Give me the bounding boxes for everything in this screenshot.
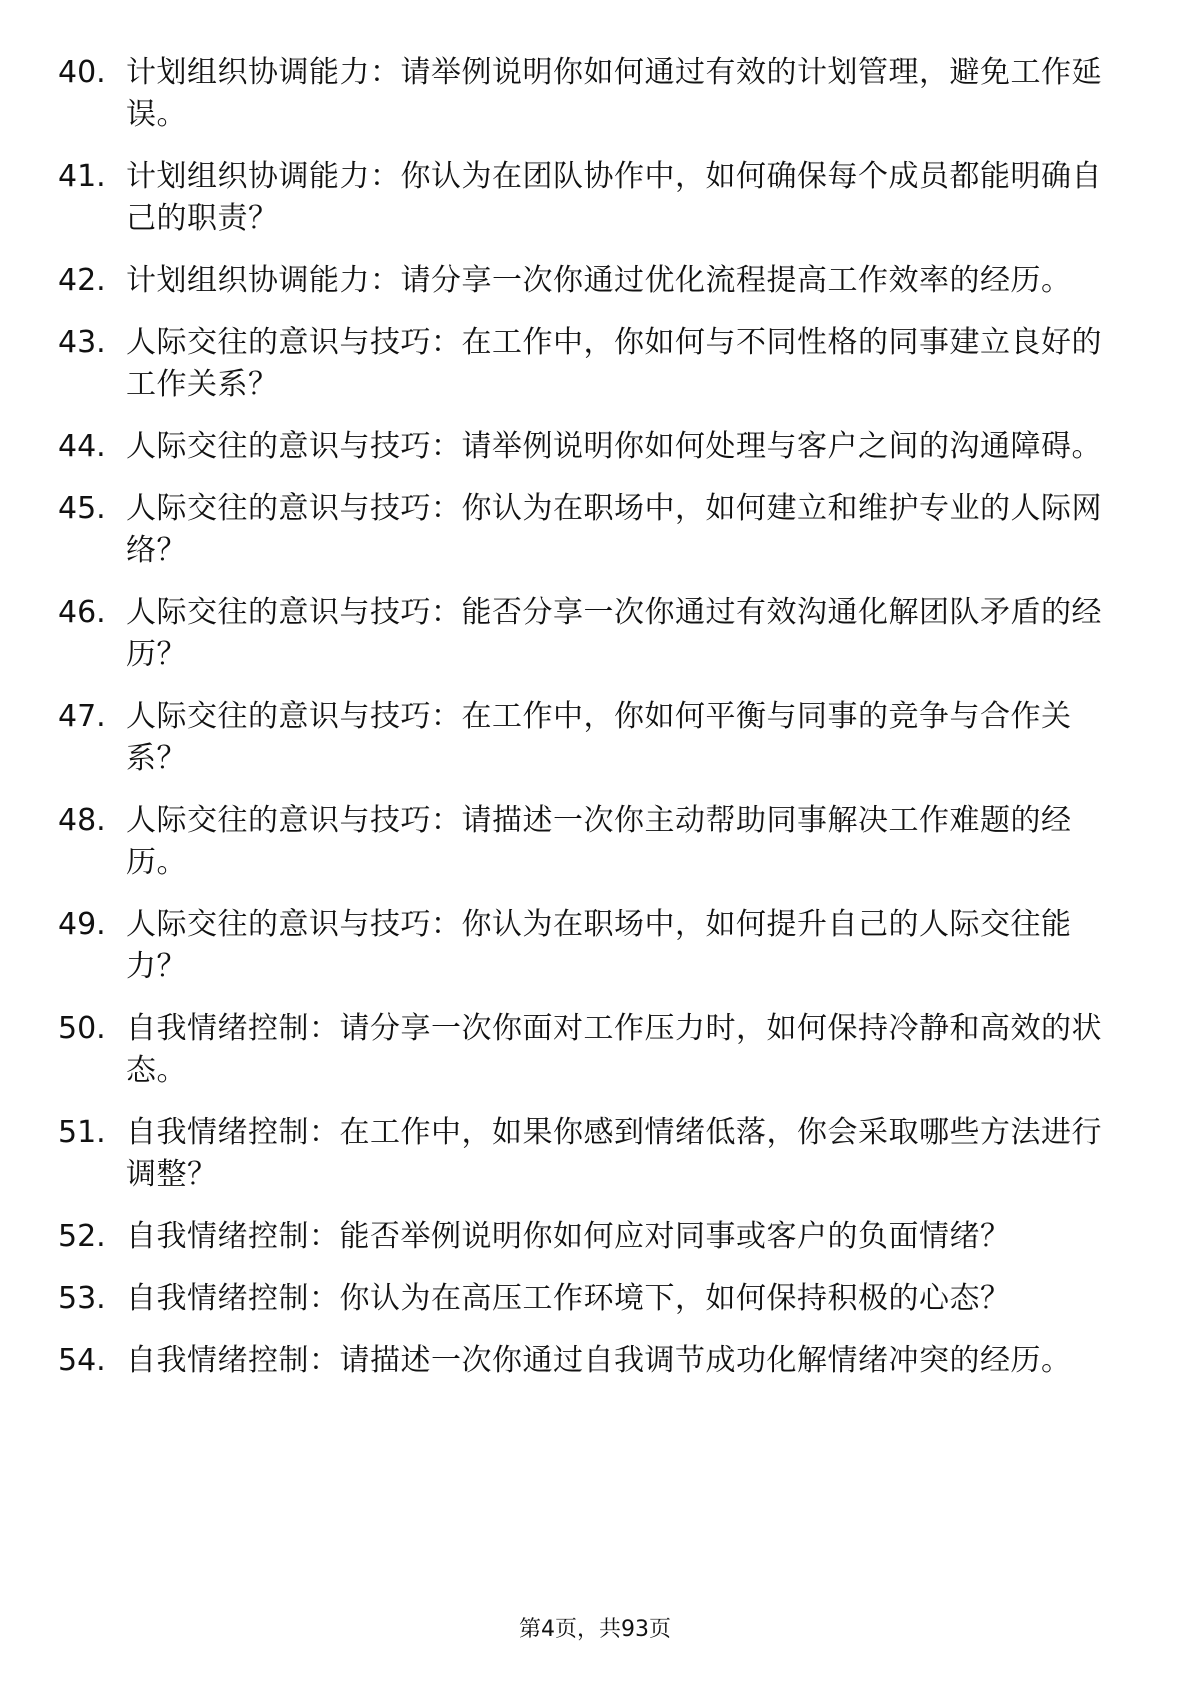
item-text: 自我情绪控制：请描述一次你通过自我调节成功化解情绪冲突的经历。 — [126, 1343, 1072, 1378]
item-text: 自我情绪控制：请分享一次你面对工作压力时，如何保持冷静和高效的状态。 — [126, 1011, 1102, 1088]
page-number: 第4页，共93页 — [519, 1617, 671, 1642]
item-text: 人际交往的意识与技巧：请描述一次你主动帮助同事解决工作难题的经历。 — [126, 803, 1072, 880]
list-item — [58, 52, 1118, 136]
item-number: 51. — [58, 1115, 106, 1150]
list-item — [58, 592, 1118, 676]
item-text: 人际交往的意识与技巧：能否分享一次你通过有效沟通化解团队矛盾的经历？ — [126, 595, 1102, 672]
item-text: 人际交往的意识与技巧：你认为在职场中，如何提升自己的人际交往能力？ — [126, 907, 1072, 984]
list-item — [58, 696, 1118, 780]
item-number: 54. — [58, 1343, 106, 1378]
question-list — [58, 52, 1118, 1402]
item-text: 自我情绪控制：能否举例说明你如何应对同事或客户的负面情绪？ — [126, 1219, 1011, 1254]
item-number: 50. — [58, 1011, 106, 1046]
list-item — [58, 156, 1118, 240]
list-item — [58, 1278, 1118, 1320]
item-text: 人际交往的意识与技巧：在工作中，你如何平衡与同事的竞争与合作关系？ — [126, 699, 1072, 776]
list-item — [58, 1340, 1118, 1382]
list-item — [58, 1216, 1118, 1258]
item-number: 41. — [58, 159, 106, 194]
item-text: 计划组织协调能力：请举例说明你如何通过有效的计划管理，避免工作延误。 — [126, 55, 1102, 132]
list-item — [58, 322, 1118, 406]
list-item — [58, 260, 1118, 302]
item-number: 44. — [58, 429, 106, 464]
item-number: 52. — [58, 1219, 106, 1254]
item-text: 自我情绪控制：你认为在高压工作环境下，如何保持积极的心态？ — [126, 1281, 1011, 1316]
item-number: 40. — [58, 55, 106, 90]
list-item — [58, 1008, 1118, 1092]
item-text: 自我情绪控制：在工作中，如果你感到情绪低落，你会采取哪些方法进行调整？ — [126, 1115, 1102, 1192]
item-number: 53. — [58, 1281, 106, 1316]
item-text: 计划组织协调能力：你认为在团队协作中，如何确保每个成员都能明确自己的职责？ — [126, 159, 1102, 236]
item-number: 47. — [58, 699, 106, 734]
list-item — [58, 488, 1118, 572]
item-text: 人际交往的意识与技巧：在工作中，你如何与不同性格的同事建立良好的工作关系？ — [126, 325, 1102, 402]
list-item — [58, 426, 1118, 468]
item-text: 人际交往的意识与技巧：你认为在职场中，如何建立和维护专业的人际网络？ — [126, 491, 1102, 568]
list-item — [58, 904, 1118, 988]
item-number: 46. — [58, 595, 106, 630]
item-number: 48. — [58, 803, 106, 838]
item-number: 42. — [58, 263, 106, 298]
item-number: 45. — [58, 491, 106, 526]
list-item — [58, 800, 1118, 884]
item-text: 人际交往的意识与技巧：请举例说明你如何处理与客户之间的沟通障碍。 — [126, 429, 1102, 464]
list-item — [58, 1112, 1118, 1196]
item-text: 计划组织协调能力：请分享一次你通过优化流程提高工作效率的经历。 — [126, 263, 1072, 298]
item-number: 43. — [58, 325, 106, 360]
item-number: 49. — [58, 907, 106, 942]
